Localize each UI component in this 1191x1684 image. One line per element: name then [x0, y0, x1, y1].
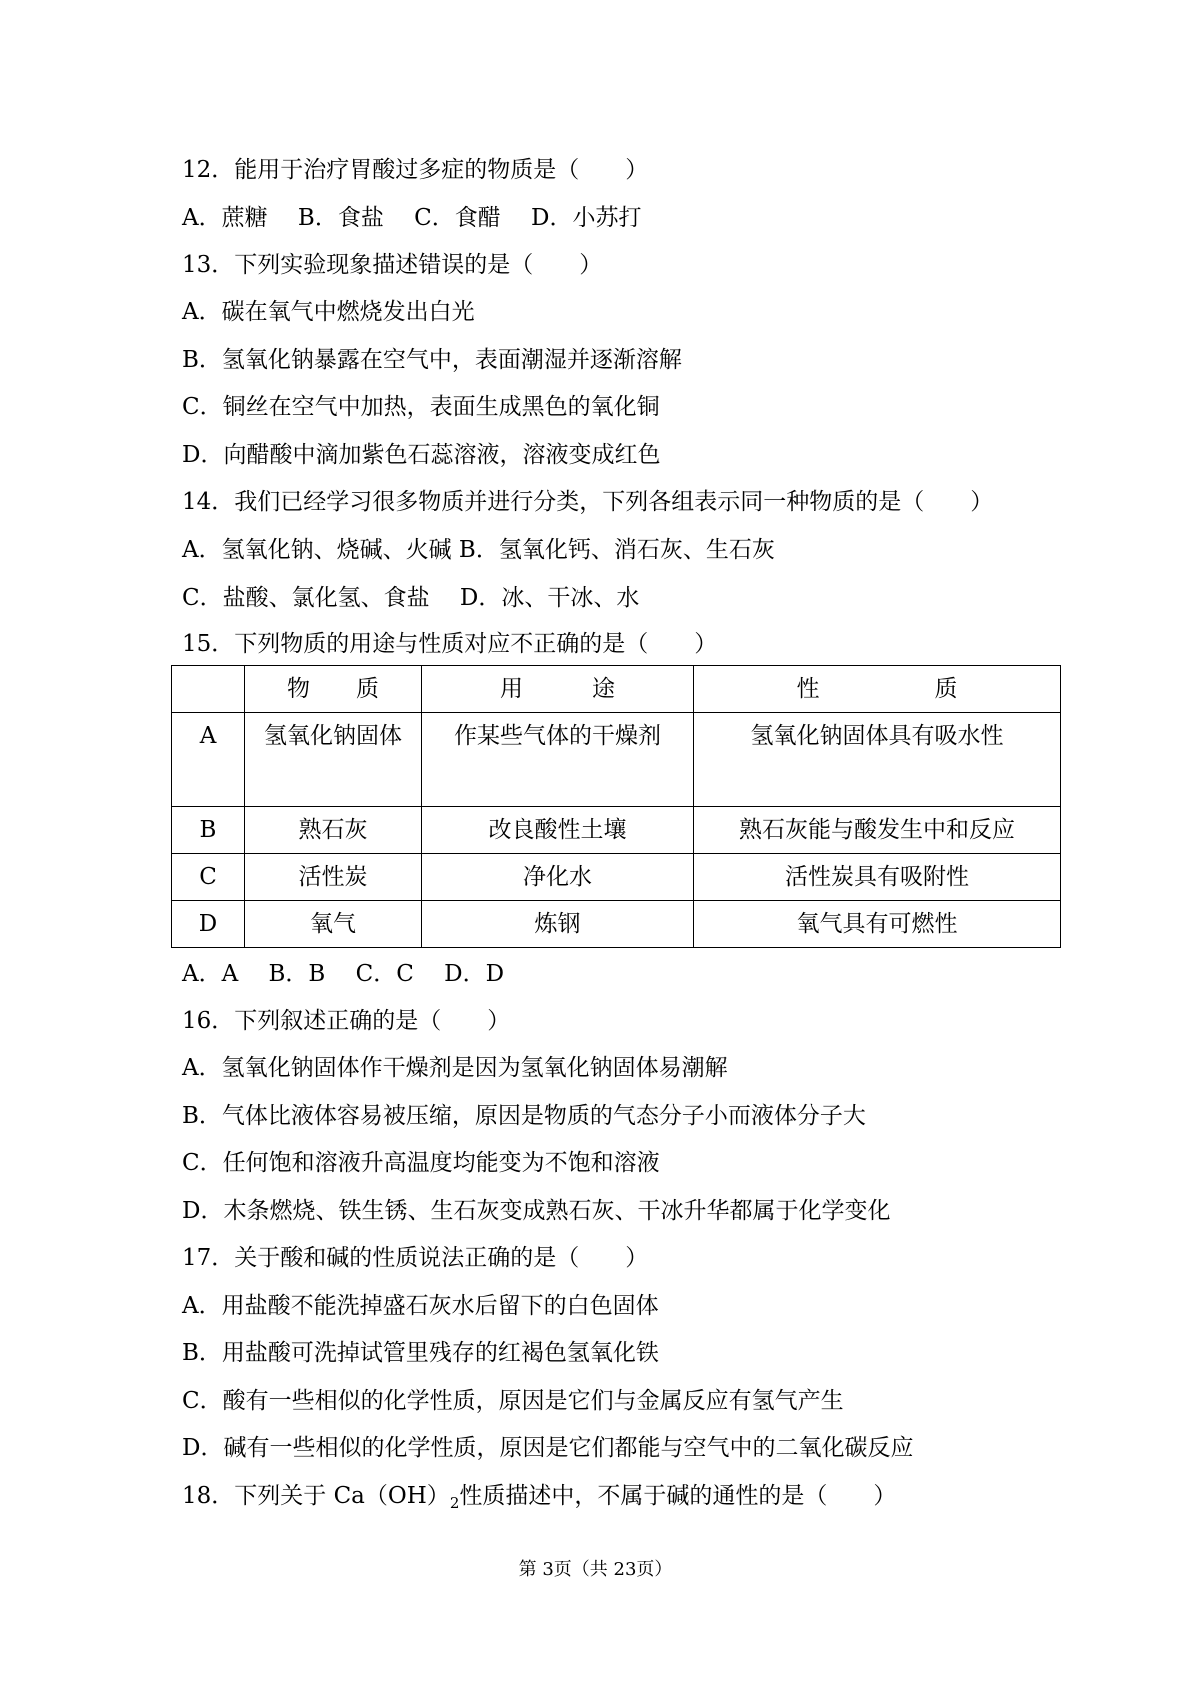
q13-option-b: B．氢氧化钠暴露在空气中，表面潮湿并逐渐溶解: [182, 347, 682, 373]
q15-options: A．A B．B C．C D．D: [182, 961, 505, 987]
table-header-cell: [172, 666, 245, 713]
table-cell: 改良酸性土壤: [422, 807, 694, 854]
q17-stem: 17．关于酸和碱的性质说法正确的是（ ）: [182, 1245, 649, 1271]
q16-option-c: C．任何饱和溶液升高温度均能变为不饱和溶液: [182, 1150, 660, 1176]
q18-stem: [182, 1482, 896, 1517]
table-cell: 氢氧化钠固体: [245, 713, 422, 807]
q17-option-a: A．用盐酸不能洗掉盛石灰水后留下的白色固体: [182, 1293, 659, 1319]
table-cell: 氧气具有可燃性: [694, 901, 1061, 948]
q12-stem: 12．能用于治疗胃酸过多症的物质是（ ）: [182, 157, 649, 183]
table-cell: 炼钢: [422, 901, 694, 948]
q15-table: [171, 665, 1061, 948]
q13-stem: 13．下列实验现象描述错误的是（ ）: [182, 252, 603, 278]
table-cell: 净化水: [422, 854, 694, 901]
q14-options-cd: C．盐酸、氯化氢、食盐 D．冰、干冰、水: [182, 585, 640, 611]
q17-option-c: C．酸有一些相似的化学性质，原因是它们与金属反应有氢气产生: [182, 1388, 844, 1414]
q13-option-c: C．铜丝在空气中加热，表面生成黑色的氧化铜: [182, 394, 660, 420]
table-cell: 活性炭: [245, 854, 422, 901]
table-cell: 氢氧化钠固体具有吸水性: [694, 713, 1061, 807]
q18-stem-subscript: 2: [449, 1494, 460, 1512]
table-row: [172, 713, 1061, 807]
table-cell: 活性炭具有吸附性: [694, 854, 1061, 901]
q14-stem: 14．我们已经学习很多物质并进行分类，下列各组表示同一种物质的是（ ）: [182, 489, 994, 515]
page-footer: 第 3页（共 23页）: [518, 1559, 673, 1580]
q14-options-ab: A．氢氧化钠、烧碱、火碱 B．氢氧化钙、消石灰、生石灰: [182, 537, 775, 563]
table-cell: C: [172, 854, 245, 901]
q16-option-d: D．木条燃烧、铁生锈、生石灰变成熟石灰、干冰升华都属于化学变化: [182, 1198, 891, 1224]
q13-option-d: D．向醋酸中滴加紫色石蕊溶液，溶液变成红色: [182, 442, 661, 468]
q15-stem: 15．下列物质的用途与性质对应不正确的是（ ）: [182, 631, 718, 657]
table-cell: B: [172, 807, 245, 854]
table-cell: A: [172, 713, 245, 807]
table-header-row: [172, 666, 1061, 713]
table-header-cell: 用 途: [422, 666, 694, 713]
q17-option-b: B．用盐酸可洗掉试管里残存的红褐色氢氧化铁: [182, 1340, 659, 1366]
table-row: [172, 807, 1061, 854]
table-cell: D: [172, 901, 245, 948]
q18-stem-post: 性质描述中，不属于碱的通性的是（ ）: [459, 1483, 897, 1509]
q18-stem-pre: 18．下列关于 Ca（OH）: [182, 1483, 450, 1509]
table-row: [172, 901, 1061, 948]
table-cell: 氧气: [245, 901, 422, 948]
q13-option-a: A．碳在氧气中燃烧发出白光: [182, 299, 475, 325]
table-cell: 熟石灰: [245, 807, 422, 854]
q17-option-d: D．碱有一些相似的化学性质，原因是它们都能与空气中的二氧化碳反应: [182, 1435, 914, 1461]
q16-option-b: B．气体比液体容易被压缩，原因是物质的气态分子小而液体分子大: [182, 1103, 866, 1129]
table-header-cell: 物 质: [245, 666, 422, 713]
table-cell: 作某些气体的干燥剂: [422, 713, 694, 807]
table-cell: 熟石灰能与酸发生中和反应: [694, 807, 1061, 854]
table-row: [172, 854, 1061, 901]
q16-stem: 16．下列叙述正确的是（ ）: [182, 1008, 511, 1034]
table-header-cell: 性 质: [694, 666, 1061, 713]
q16-option-a: A．氢氧化钠固体作干燥剂是因为氢氧化钠固体易潮解: [182, 1055, 728, 1081]
q12-options: A．蔗糖 B．食盐 C．食醋 D．小苏打: [182, 205, 642, 231]
